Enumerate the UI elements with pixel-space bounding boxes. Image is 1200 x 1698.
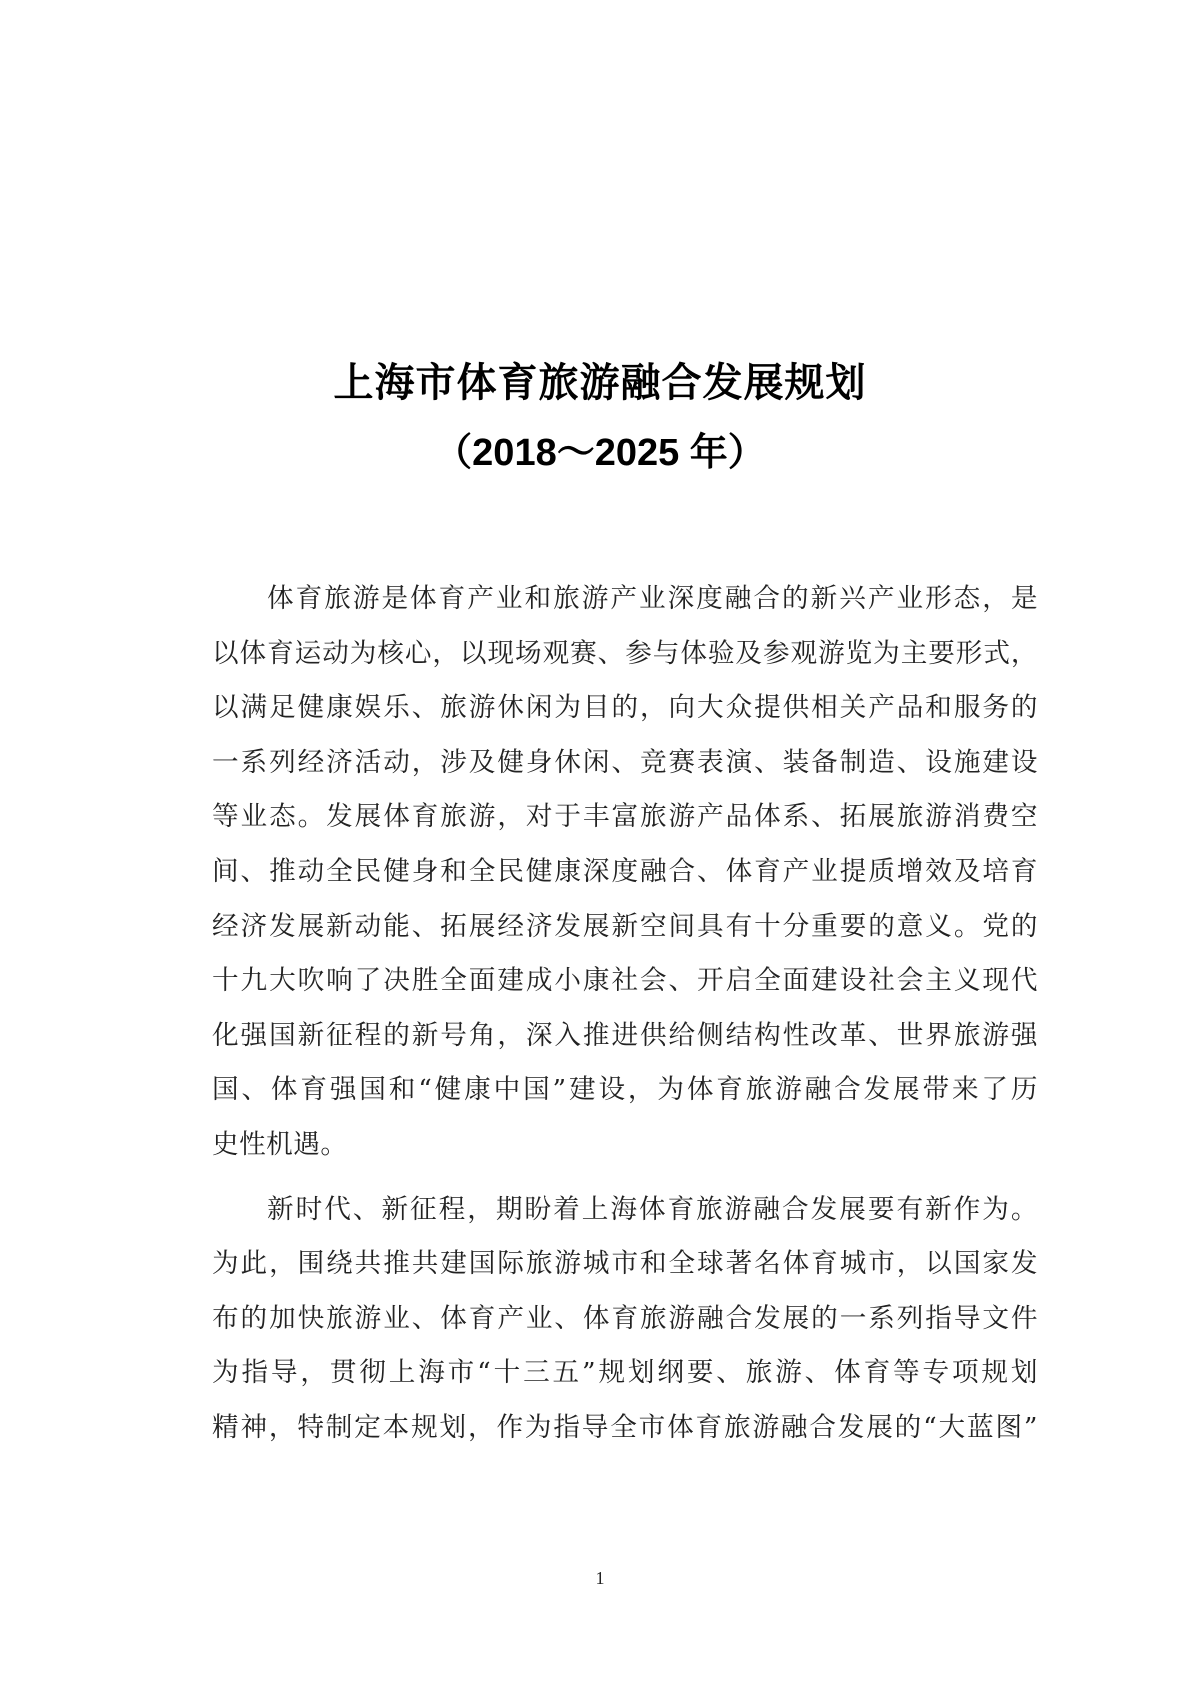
document-title: 上海市体育旅游融合发展规划 bbox=[333, 360, 867, 406]
paragraph-line: 间、推动全民健身和全民健康深度融合、体育产业提质增效及培育 bbox=[212, 855, 1038, 887]
paragraph-line: 为此，围绕共推共建国际旅游城市和全球著名体育城市，以国家发 bbox=[212, 1248, 1038, 1280]
paragraph-line: 国、体育强国和“健康中国”建设，为体育旅游融合发展带来了历 bbox=[212, 1074, 1038, 1106]
paragraph-line: 以满足健康娱乐、旅游休闲为目的，向大众提供相关产品和服务的 bbox=[212, 692, 1038, 724]
paragraph-line: 以体育运动为核心，以现场观赛、参与体验及参观游览为主要形式， bbox=[212, 637, 1038, 669]
paragraph-line: 经济发展新动能、拓展经济发展新空间具有十分重要的意义。党的 bbox=[212, 910, 1038, 942]
paragraph-line: 体育旅游是体育产业和旅游产业深度融合的新兴产业形态，是 bbox=[267, 583, 1038, 614]
paragraph-line: 布的加快旅游业、体育产业、体育旅游融合发展的一系列指导文件 bbox=[212, 1302, 1038, 1334]
paragraph-line: 新时代、新征程，期盼着上海体育旅游融合发展要有新作为。 bbox=[267, 1193, 1038, 1225]
paragraph-line: 十九大吹响了决胜全面建成小康社会、开启全面建设社会主义现代 bbox=[212, 965, 1038, 997]
page-number: 1 bbox=[595, 1568, 605, 1588]
paragraph-line: 为指导，贯彻上海市“十三五”规划纲要、旅游、体育等专项规划 bbox=[212, 1357, 1038, 1389]
paragraph-line: 史性机遇。 bbox=[212, 1128, 348, 1160]
document-body bbox=[212, 572, 1038, 1456]
paragraph-1 bbox=[212, 572, 1038, 1173]
paragraph-line: 化强国新征程的新号角，深入推进供给侧结构性改革、世界旅游强 bbox=[212, 1019, 1038, 1051]
document-subtitle: （2018～2025 年） bbox=[434, 432, 766, 474]
paragraph-line: 等业态。发展体育旅游，对于丰富旅游产品体系、拓展旅游消费空 bbox=[212, 801, 1038, 833]
paragraph-line: 精神，特制定本规划，作为指导全市体育旅游融合发展的“大蓝图” bbox=[212, 1411, 1038, 1443]
paragraph-line: 一系列经济活动，涉及健身休闲、竞赛表演、装备制造、设施建设 bbox=[212, 746, 1038, 778]
paragraph-spacer bbox=[212, 1173, 1038, 1183]
paragraph-2 bbox=[212, 1183, 1038, 1456]
